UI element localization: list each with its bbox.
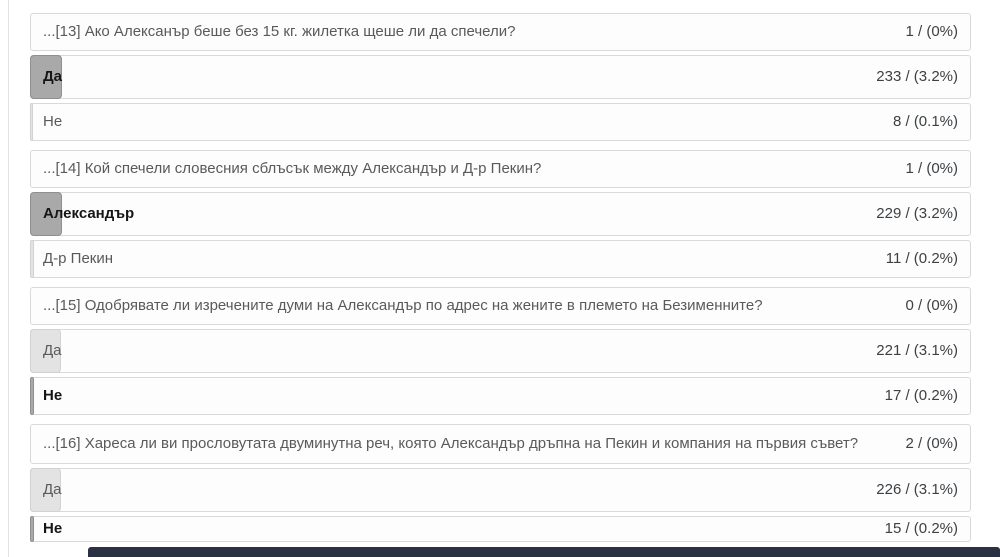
answer-row[interactable] (30, 55, 971, 99)
vote-count: 229 / (3.2%) (876, 205, 958, 222)
answer-text: Не (43, 387, 63, 404)
poll-rows (30, 0, 971, 542)
vote-bar (30, 103, 33, 141)
question-text: ...[14] Кой спечели словесния сблъсък между Александър и Д-р Пекин? (43, 160, 542, 177)
answer-row[interactable] (30, 516, 971, 542)
bottom-bar (88, 547, 1000, 557)
answer-text: Да (43, 342, 62, 359)
answer-text: Да (43, 68, 63, 85)
vote-count: 1 / (0%) (905, 160, 958, 177)
question-text: ...[13] Ако Алексанър беше без 15 кг. жилетка щеше ли да спечели? (43, 23, 516, 40)
vote-count: 1 / (0%) (905, 23, 958, 40)
question-row (30, 287, 971, 325)
vote-count: 15 / (0.2%) (884, 520, 958, 537)
question-row (30, 13, 971, 51)
vote-count: 2 / (0%) (905, 435, 958, 452)
vote-count: 11 / (0.2%) (885, 250, 958, 267)
answer-text: Да (43, 481, 62, 498)
question-row (30, 424, 971, 464)
vote-count: 233 / (3.2%) (876, 68, 958, 85)
answer-text: Не (43, 520, 63, 537)
vote-count: 17 / (0.2%) (884, 387, 958, 404)
left-divider (8, 0, 9, 557)
answer-row[interactable] (30, 468, 971, 512)
vote-bar (30, 516, 34, 542)
answer-text: Александър (43, 205, 135, 222)
answer-row[interactable] (30, 329, 971, 373)
question-text: ...[16] Хареса ли ви прословутата двуминутна реч, която Александър дръпна на Пекин и компания на първия съвет? (43, 435, 859, 452)
question-text: ...[15] Одобрявате ли изречените думи на Александър по адрес на жените в племето на Безименните? (43, 297, 763, 314)
answer-row[interactable] (30, 103, 971, 141)
answer-text: Не (43, 113, 63, 130)
vote-bar (30, 377, 34, 415)
vote-count: 8 / (0.1%) (892, 113, 958, 130)
vote-count: 0 / (0%) (905, 297, 958, 314)
vote-count: 221 / (3.1%) (876, 342, 958, 359)
question-row (30, 150, 971, 188)
vote-bar (30, 240, 34, 278)
vote-count: 226 / (3.1%) (876, 481, 958, 498)
answer-text: Д-р Пекин (43, 250, 114, 267)
answer-row[interactable] (30, 377, 971, 415)
answer-row[interactable] (30, 192, 971, 236)
answer-row[interactable] (30, 240, 971, 278)
